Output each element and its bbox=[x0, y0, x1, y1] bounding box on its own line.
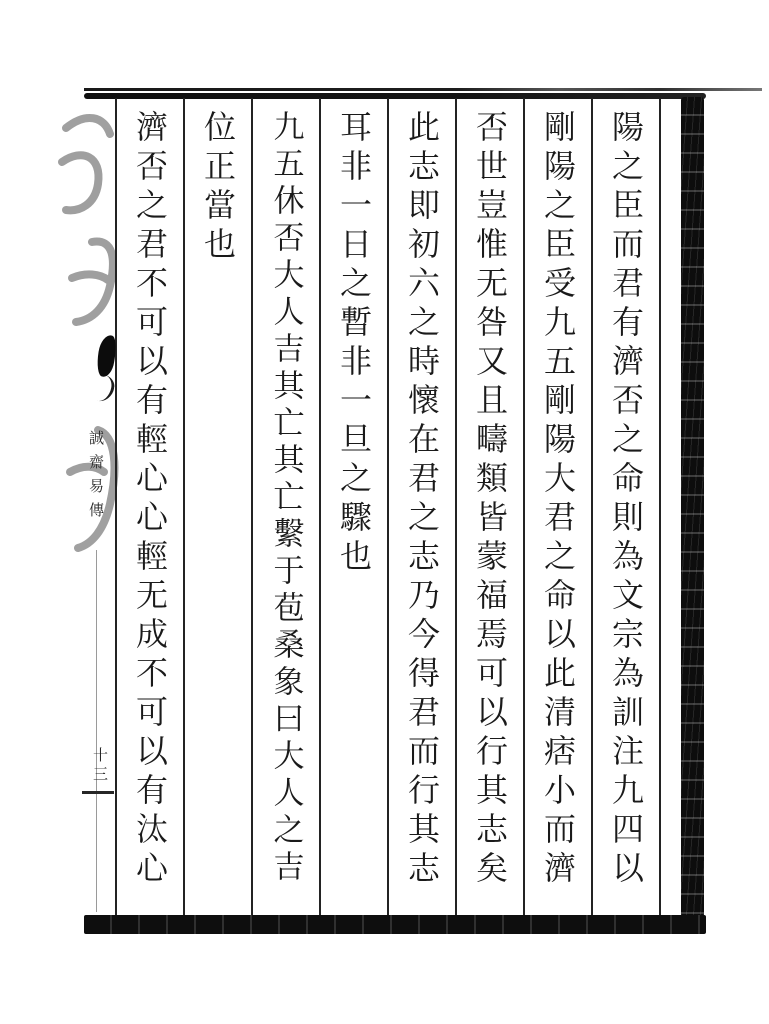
right-fold-bar bbox=[681, 97, 704, 917]
ink-blot bbox=[95, 334, 118, 378]
column-text: 此志即初六之時懷在君之志乃今得君而行其志 bbox=[403, 110, 441, 890]
text-column-5 bbox=[319, 98, 387, 915]
column-text: 位正當也 bbox=[199, 110, 237, 266]
text-block bbox=[115, 98, 661, 915]
text-column-7 bbox=[183, 98, 251, 915]
top-rule-thin bbox=[84, 88, 762, 91]
folio-number: 十三 bbox=[91, 747, 109, 785]
column-text: 九五休否大人吉其亡其亡繫于苞桑象曰大人之吉 bbox=[267, 110, 304, 887]
text-column-4 bbox=[387, 98, 455, 915]
column-text: 剛陽之臣受九五剛陽大君之命以此清痞小而濟 bbox=[539, 110, 577, 890]
text-column-3 bbox=[455, 98, 523, 915]
column-text: 濟否之君不可以有輕心心輕无成不可以有汰心 bbox=[131, 110, 169, 890]
column-text: 否世豈惟无咎又且疇類皆蒙福焉可以行其志矣 bbox=[471, 110, 509, 890]
column-text: 耳非一日之暫非一旦之驟也 bbox=[335, 110, 373, 578]
folio-underline bbox=[82, 791, 114, 794]
text-column-6-hexagram-line bbox=[251, 98, 319, 915]
spine-margin bbox=[52, 85, 116, 935]
text-column-8 bbox=[117, 98, 183, 915]
column-text: 陽之臣而君有濟否之命則為文宗為訓注九四以 bbox=[607, 110, 645, 890]
ink-blot-tail bbox=[93, 374, 116, 404]
text-column-1 bbox=[591, 98, 659, 915]
bottom-border-bar bbox=[84, 915, 706, 934]
text-column-2 bbox=[523, 98, 591, 915]
spine-book-title: 誠齋易傳 bbox=[87, 430, 105, 526]
spine-fold-line bbox=[96, 550, 97, 912]
